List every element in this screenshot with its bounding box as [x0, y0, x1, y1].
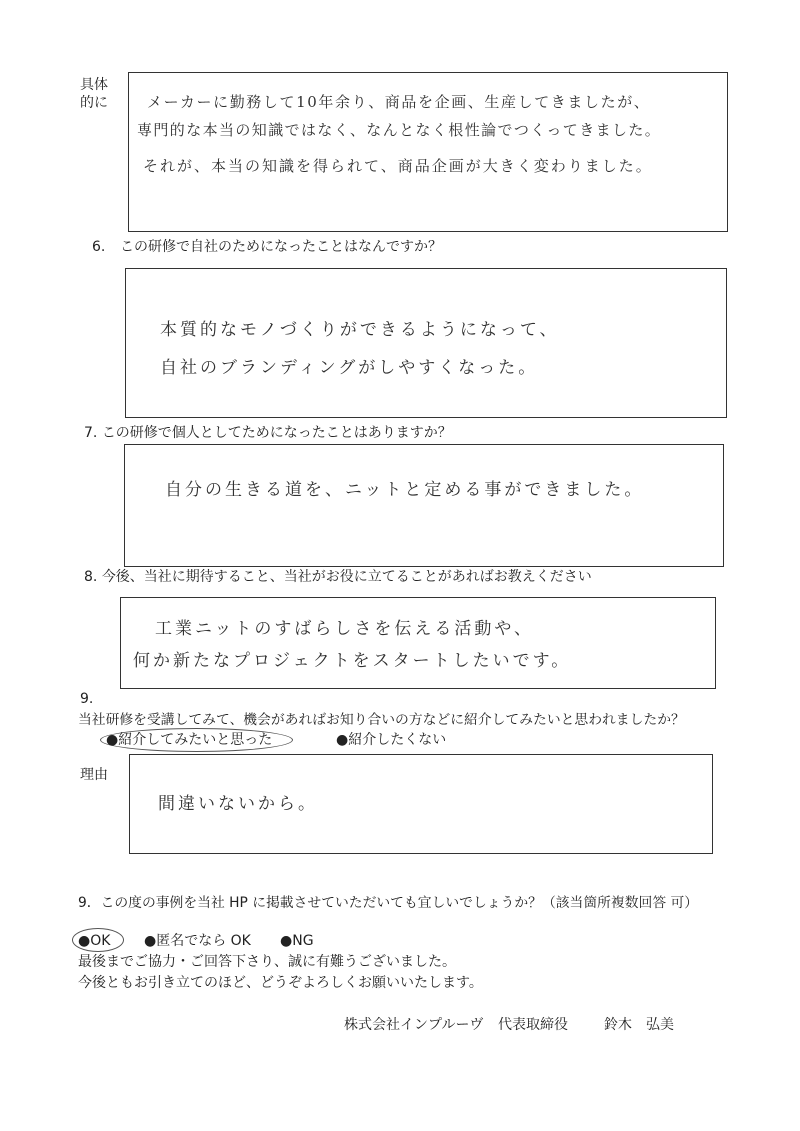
closing-line-2: 今後ともお引き立てのほど、どうぞよろしくお願いいたします。 [78, 975, 483, 991]
q9a-number: 9. [80, 691, 94, 707]
signature-name: 鈴木 弘美 [604, 1017, 674, 1033]
q8-number: 8. [84, 569, 98, 585]
q9a-reason-box [129, 754, 713, 854]
q5-label-line1: 具体 [80, 77, 108, 93]
q8-answer-line-2: 何か新たなプロジェクトをスタートしたいです。 [133, 651, 572, 671]
q9a-question: 当社研修を受講してみて、機会があればお知り合いの方などに紹介してみたいと思われましたか？ [78, 712, 685, 728]
q5-label-line2: 的に [80, 95, 108, 111]
q5-answer-line-3: それが、本当の知識を得られて、商品企画が大きく変わりました。 [143, 157, 653, 175]
q6-answer-line-1: 本質的なモノづくりができるようになって、 [160, 320, 560, 340]
q9a-reason-label: 理由 [80, 767, 108, 783]
q8-answer-line-1: 工業ニットのすばらしさを伝える活動や、 [155, 619, 534, 639]
q9a-reason-line-1: 間違いないから。 [158, 794, 318, 814]
q6-answer-box [125, 268, 727, 418]
q9a-option-yes[interactable]: ●紹介してみたいと思った [106, 732, 273, 748]
q9a-option-no[interactable]: ●紹介したくない [336, 732, 447, 748]
q7-heading [84, 424, 452, 442]
closing-line-1: 最後までご協力・ご回答下さり、誠に有難うございました。 [78, 954, 456, 970]
q5-answer-line-2: 専門的な本当の知識ではなく、なんとなく根性論でつくってきました。 [137, 121, 662, 139]
q9b-option-anon[interactable]: ●匿名でなら OK [144, 933, 251, 949]
q8-question: 今後、当社に期待すること、当社がお役に立てることがあればお教えください [101, 569, 592, 585]
q7-number: 7. [84, 425, 98, 441]
q9b-question: 9．この度の事例を当社 HP に掲載させていただいても宜しいでしょうか？（該当箇所複数回答 可） [78, 895, 699, 911]
q9b-option-ng[interactable]: ●NG [280, 933, 314, 949]
q5-answer-box [128, 72, 728, 232]
signature-title: 代表取締役 [498, 1017, 568, 1033]
q6-question: この研修で自社のためになったことはなんですか？ [120, 239, 442, 255]
signature-company: 株式会社インプルーヴ [344, 1017, 484, 1033]
q6-number: 6. [92, 239, 106, 255]
q5-label [80, 76, 108, 112]
q8-answer-box [120, 597, 716, 689]
q7-question: この研修で個人としてためになったことはありますか？ [101, 425, 452, 441]
q7-answer-box [124, 444, 724, 567]
q5-answer-line-1: メーカーに勤務して10年余り、商品を企画、生産してきましたが、 [147, 93, 651, 111]
q9b-option-ok[interactable]: ●OK [78, 933, 111, 949]
q6-answer-line-2: 自社のブランディングがしやすくなった。 [160, 358, 539, 378]
q7-answer-line-1: 自分の生きる道を、ニットと定める事ができました。 [165, 480, 645, 500]
q8-heading [84, 568, 592, 586]
